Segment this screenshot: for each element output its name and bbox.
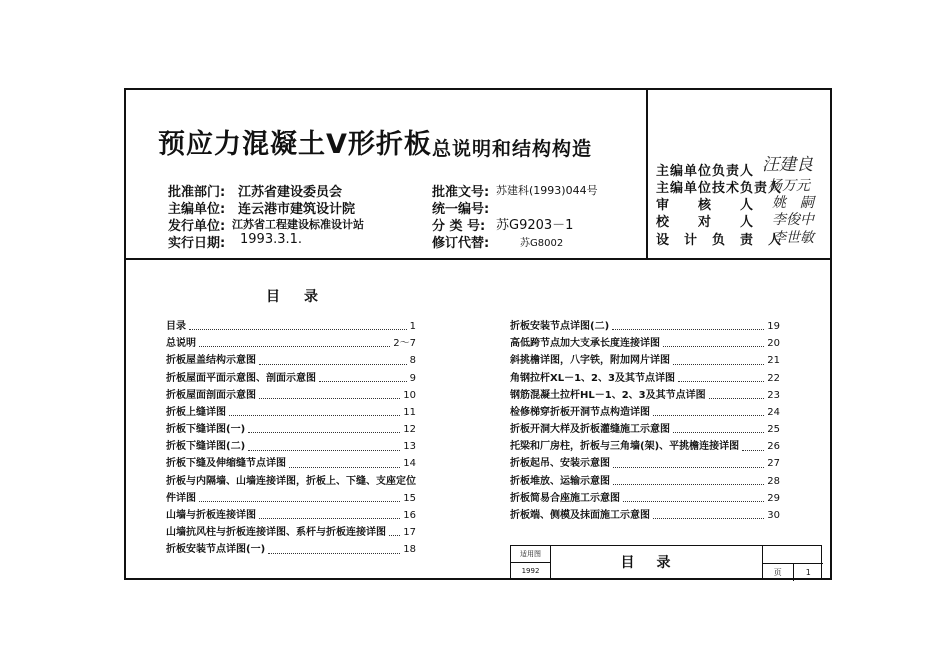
- resp-role-1: 主编单位负责人: [656, 164, 755, 179]
- toc-entry-page: 27: [767, 458, 780, 470]
- toc-right-column: [510, 318, 780, 524]
- header-separator: [124, 258, 832, 260]
- toc-entry-label: 折板堆放、运输示意图: [510, 475, 610, 487]
- page-label: 页: [773, 568, 782, 577]
- toc-entry[interactable]: [166, 541, 416, 558]
- toc-leader: [613, 467, 764, 468]
- toc-entry-page: 9: [409, 372, 416, 384]
- toc-entry[interactable]: [166, 438, 416, 455]
- toc-entry-label: 托梁和厂房柱，折板与三角墙(架)、平挑檐连接详图: [510, 441, 740, 453]
- signature-2: 杨万元: [768, 178, 810, 194]
- toc-leader: [199, 346, 390, 347]
- toc-leader: [259, 364, 407, 365]
- toc-entry[interactable]: [166, 456, 416, 473]
- toc-entry[interactable]: [510, 387, 780, 404]
- toc-entry[interactable]: [510, 438, 780, 455]
- toc-entry[interactable]: [510, 318, 780, 335]
- toc-entry-label: 角钢拉杆XL－1、2、3及其节点详图: [510, 372, 675, 384]
- toc-entry-label: 折板下缝详图(二): [166, 441, 246, 453]
- toc-entry-label: 山墙抗风柱与折板连接详图、系杆与折板连接详图: [166, 527, 386, 539]
- toc-entry[interactable]: [510, 456, 780, 473]
- toc-leader: [678, 381, 764, 382]
- page-subtitle: 总说明和结构构造: [432, 138, 593, 160]
- toc-entry-page: 16: [403, 510, 416, 522]
- category-label: 分 类 号:: [432, 219, 486, 234]
- toc-entry-page: 12: [403, 424, 416, 436]
- toc-entry-page: 30: [767, 510, 780, 522]
- toc-entry[interactable]: [166, 370, 416, 387]
- toc-entry[interactable]: [510, 421, 780, 438]
- toc-entry[interactable]: [166, 490, 416, 507]
- approval-doc-label: 批准文号:: [432, 185, 490, 200]
- toc-entry-label: 件详图: [166, 492, 196, 504]
- toc-leader: [612, 329, 764, 330]
- publisher-value: 江苏省工程建设标准设计站: [232, 218, 364, 231]
- toc-leader: [199, 501, 400, 502]
- signature-5: 李世敏: [772, 230, 814, 246]
- toc-entry[interactable]: [166, 335, 416, 352]
- toc-entry-page: 28: [767, 475, 780, 487]
- scope-year: 1992: [511, 562, 550, 579]
- toc-entry-label: 折板安装节点详图(二): [510, 320, 610, 332]
- toc-entry-page: 18: [403, 544, 416, 556]
- title-block-scope: [511, 546, 551, 578]
- toc-entry-label: 山墙与折板连接详图: [166, 510, 256, 522]
- approval-dept-label: 批准部门:: [168, 185, 226, 200]
- toc-entry-page: 11: [403, 406, 416, 418]
- toc-entry-label: 目录: [166, 320, 186, 332]
- toc-entry-page: 20: [767, 338, 780, 350]
- toc-leader: [289, 467, 400, 468]
- editor-unit-label: 主编单位:: [168, 202, 226, 217]
- toc-entry[interactable]: [510, 370, 780, 387]
- toc-leader: [653, 415, 764, 416]
- toc-entry-label: 折板屋盖结构示意图: [166, 355, 256, 367]
- resp-role-3: 审 核 人: [656, 198, 755, 213]
- toc-entry-page: 13: [403, 441, 416, 453]
- toc-leader: [248, 450, 400, 451]
- toc-leader: [709, 398, 765, 399]
- toc-entry-label: 折板与内隔墙、山墙连接详图，折板上、下缝、支座定位: [166, 475, 416, 487]
- toc-entry-label: 折板屋面平面示意图、剖面示意图: [166, 372, 316, 384]
- toc-entry-page: 17: [403, 527, 416, 539]
- toc-entry[interactable]: [166, 352, 416, 369]
- replaces-value: 苏G8002: [520, 238, 564, 249]
- toc-entry-page: 14: [403, 458, 416, 470]
- toc-entry[interactable]: [510, 507, 780, 524]
- toc-leader: [613, 484, 764, 485]
- toc-entry[interactable]: [166, 524, 416, 541]
- toc-leader: [663, 346, 764, 347]
- signature-1: 汪建良: [762, 155, 813, 175]
- toc-leader: [259, 398, 400, 399]
- header-vertical-separator: [646, 88, 648, 260]
- toc-entry-page: 8: [409, 355, 416, 367]
- toc-entry-label: 钢筋混凝土拉杆HL－1、2、3及其节点详图: [510, 389, 706, 401]
- resp-role-5: 设 计 负 责 人: [656, 233, 783, 248]
- toc-entry-page: 29: [767, 492, 780, 504]
- toc-entry[interactable]: [166, 387, 416, 404]
- toc-entry-page: 1: [409, 320, 416, 332]
- page-number: 1: [793, 564, 824, 581]
- toc-entry-label: 检修梯穿折板开洞节点构造详图: [510, 406, 650, 418]
- title-block-page: [763, 546, 823, 578]
- toc-entry-label: 折板上缝详图: [166, 406, 226, 418]
- toc-leader: [259, 518, 400, 519]
- toc-entry[interactable]: [166, 507, 416, 524]
- title-block: [510, 545, 822, 579]
- toc-left-column: [166, 318, 416, 559]
- approval-doc-value: 苏建科(1993)044号: [496, 184, 598, 197]
- publisher-label: 发行单位:: [168, 219, 226, 234]
- page-title: 预应力混凝土V形折板: [158, 129, 432, 160]
- signature-3: 姚 嗣: [772, 195, 814, 211]
- toc-leader: [248, 432, 400, 433]
- toc-entry-page: 25: [767, 424, 780, 436]
- toc-entry-label: 折板安装节点详图(一): [166, 544, 266, 556]
- resp-role-4: 校 对 人: [656, 215, 755, 230]
- editor-unit-value: 连云港市建筑设计院: [238, 202, 356, 217]
- toc-leader: [189, 329, 407, 330]
- toc-entry-label: 折板下缝及伸缩缝节点详图: [166, 458, 286, 470]
- signature-4: 李俊中: [772, 212, 814, 228]
- toc-entry-page: 26: [767, 441, 780, 453]
- toc-entry-page: 21: [767, 355, 780, 367]
- title-block-title: 目录: [551, 546, 763, 578]
- toc-leader: [229, 415, 400, 416]
- toc-entry-label: 斜挑檐详图，八字铁，附加网片详图: [510, 355, 670, 367]
- toc-entry-page: 15: [403, 492, 416, 504]
- toc-entry-page: 23: [767, 389, 780, 401]
- toc-entry[interactable]: [166, 473, 416, 490]
- toc-entry[interactable]: [510, 404, 780, 421]
- toc-leader: [673, 364, 764, 365]
- effective-date-label: 实行日期:: [168, 236, 226, 251]
- toc-leader: [319, 381, 407, 382]
- toc-entry-page: 24: [767, 406, 780, 418]
- replaces-label: 修订代替:: [432, 236, 490, 251]
- toc-entry[interactable]: [510, 335, 780, 352]
- resp-role-2: 主编单位技术负责人: [656, 181, 783, 196]
- toc-entry-label: 折板屋面剖面示意图: [166, 389, 256, 401]
- toc-heading: 目录: [266, 289, 342, 305]
- toc-entry[interactable]: [510, 352, 780, 369]
- toc-leader: [673, 432, 764, 433]
- toc-leader: [389, 535, 400, 536]
- toc-entry-page: 2～7: [393, 338, 416, 350]
- toc-entry[interactable]: [166, 404, 416, 421]
- unified-no-label: 统一编号:: [432, 202, 490, 217]
- toc-entry[interactable]: [166, 318, 416, 335]
- approval-dept-value: 江苏省建设委员会: [238, 185, 343, 200]
- toc-entry-label: 总说明: [166, 338, 196, 350]
- toc-leader: [742, 450, 764, 451]
- toc-entry-label: 折板开洞大样及折板灌缝施工示意图: [510, 424, 670, 436]
- toc-entry-page: 19: [767, 320, 780, 332]
- toc-entry-label: 折板下缝详图(一): [166, 424, 246, 436]
- toc-entry-label: 折板端、侧模及抹面施工示意图: [510, 510, 650, 522]
- toc-entry-label: 折板简易合座施工示意图: [510, 492, 620, 504]
- toc-leader: [653, 518, 764, 519]
- category-value: 苏G9203－1: [496, 218, 574, 233]
- toc-entry-label: 折板起吊、安装示意图: [510, 458, 610, 470]
- scope-label: 适用图: [520, 550, 541, 558]
- toc-entry-page: 22: [767, 372, 780, 384]
- effective-date-value: 1993.3.1.: [240, 232, 303, 247]
- toc-entry[interactable]: [510, 490, 780, 507]
- toc-entry-label: 高低跨节点加大支承长度连接详图: [510, 338, 660, 350]
- toc-entry[interactable]: [510, 473, 780, 490]
- toc-entry[interactable]: [166, 421, 416, 438]
- toc-leader: [623, 501, 764, 502]
- toc-entry-page: 10: [403, 389, 416, 401]
- toc-leader: [268, 553, 400, 554]
